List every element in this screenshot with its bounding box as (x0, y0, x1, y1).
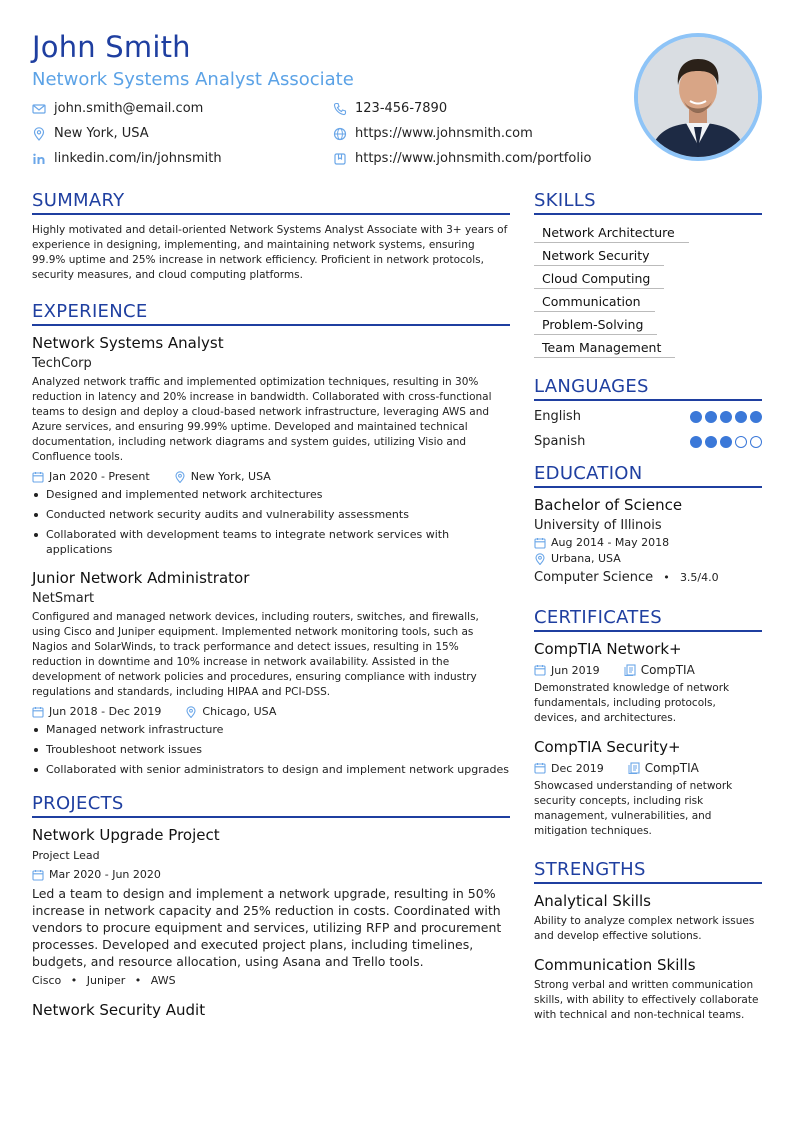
job-title: Network Systems Analyst (32, 334, 224, 352)
contact-portfolio[interactable] (333, 151, 592, 166)
project-description: Led a team to design and implement a network upgrade, resulting in 50% increase in network capacity and 25% reduction in costs. Coordinated with vendors to procure equipment and services, utilizing RFP and procurement processes. Developed and executed project plans, including timelines, budgets, and resource allocation, using Asana and Trello tools. (32, 886, 502, 969)
location-text: New York, USA (54, 126, 149, 141)
level-dot-empty (735, 436, 747, 448)
project-dates: Mar 2020 - Jun 2020 (49, 868, 161, 881)
project-item (32, 1001, 510, 1019)
certificate-name: CompTIA Security+ (534, 738, 681, 756)
list-item: Collaborated with senior administrators to design and implement network upgrades (32, 762, 510, 777)
job-meta (32, 470, 510, 483)
section-title: EXPERIENCE (32, 301, 510, 326)
calendar-icon (534, 537, 546, 549)
phone-icon (333, 102, 347, 116)
project-tags: Cisco • Juniper • AWS (32, 974, 176, 987)
field-of-study: Computer Science (534, 570, 654, 585)
strength-description: Strong verbal and written communication skills, with ability to effectively collaborate with technical and non-technical teams. (534, 979, 759, 1021)
certificate-icon (628, 762, 640, 774)
experience-item (32, 569, 510, 777)
education-dates-row (534, 536, 762, 549)
skill-tag: Network Security (534, 246, 664, 266)
job-description: Analyzed network traffic and implemented optimization techniques, resulting in 30% reduction in latency and 20% increase in bandwidth. Collaborated with cross-functional teams to design and deploy a cloud-based network infrastructure, leveraging AWS and Azure services, and ensuring 99.99% uptime. Developed and maintained technical documentation, including network diagrams and system guides, utilizing Visio and Confluence tools. (32, 376, 492, 463)
tag: Cisco (32, 974, 62, 987)
bookmark-icon (333, 152, 347, 166)
level-dot-filled (690, 436, 702, 448)
linkedin-icon (32, 152, 46, 166)
job-title: Junior Network Administrator (32, 569, 250, 587)
project-title: Network Upgrade Project (32, 826, 220, 844)
contact-location (32, 126, 149, 141)
certificates-section (534, 607, 762, 839)
job-bullets (32, 722, 510, 777)
profile-photo (634, 33, 762, 161)
strength-description: Ability to analyze complex network issues and develop effective solutions. (534, 915, 755, 942)
language-name: English (534, 409, 581, 424)
contact-phone[interactable] (333, 101, 447, 116)
contact-email[interactable] (32, 101, 203, 116)
job-meta (32, 705, 510, 718)
contact-website[interactable] (333, 126, 533, 141)
certificate-date: Jun 2019 (551, 663, 600, 677)
section-title: SKILLS (534, 190, 762, 215)
certificate-description: Showcased understanding of network security concepts, including risk management, vulnerabilities, and mitigation techniques. (534, 780, 733, 837)
job-location: New York, USA (190, 470, 271, 483)
location-icon (32, 127, 46, 141)
tag: Juniper (86, 974, 126, 987)
job-location: Chicago, USA (202, 705, 277, 718)
education-location-row (534, 552, 762, 565)
language-row (534, 409, 762, 424)
list-item: Collaborated with development teams to integrate network services with applications (32, 527, 510, 557)
summary-text: Highly motivated and detail-oriented Network Systems Analyst Associate with 3+ years of experience in designing, implementing, and maintaining network systems, ensuring 99.9% uptime and 25% increase in network efficiency. Proficient in network protocols, security measures, and cloud computing platforms. (32, 224, 508, 281)
list-item: Managed network infrastructure (32, 722, 510, 737)
education-location: Urbana, USA (551, 552, 621, 565)
strength-name: Analytical Skills (534, 892, 651, 910)
summary-section (32, 190, 510, 283)
contact-linkedin[interactable] (32, 151, 222, 166)
project-meta (32, 868, 510, 881)
mail-icon (32, 102, 46, 116)
experience-item (32, 334, 510, 557)
school: University of Illinois (534, 518, 662, 533)
section-title: EDUCATION (534, 463, 762, 488)
job-bullets (32, 487, 510, 557)
list-item: Conducted network security audits and vulnerability assessments (32, 507, 510, 522)
globe-icon (333, 127, 347, 141)
project-item (32, 826, 510, 987)
email-text: john.smith@email.com (54, 101, 204, 116)
section-title: PROJECTS (32, 793, 510, 818)
certificate-issuer: CompTIA (644, 761, 699, 775)
avatar (638, 37, 758, 157)
level-dot-filled (705, 411, 717, 423)
website-text: https://www.johnsmith.com (355, 126, 533, 141)
level-dot-filled (720, 436, 732, 448)
language-level (690, 411, 762, 423)
candidate-role: Network Systems Analyst Associate (32, 69, 354, 90)
language-row (534, 434, 762, 449)
job-dates: Jan 2020 - Present (49, 470, 150, 483)
certificate-issuer: CompTIA (640, 663, 695, 677)
level-dot-filled (690, 411, 702, 423)
language-name: Spanish (534, 434, 586, 449)
section-title: SUMMARY (32, 190, 510, 215)
project-title: Network Security Audit (32, 1001, 206, 1019)
strength-item (534, 956, 762, 1023)
job-company: TechCorp (32, 356, 92, 371)
strength-item (534, 892, 762, 944)
experience-section (32, 301, 510, 777)
calendar-icon (32, 706, 44, 718)
section-title: STRENGTHS (534, 859, 762, 884)
projects-section (32, 793, 510, 1019)
level-dot-empty (750, 436, 762, 448)
side-column (534, 190, 762, 1023)
section-title: LANGUAGES (534, 376, 762, 401)
skill-tag: Team Management (534, 338, 675, 358)
certificate-meta (534, 663, 762, 677)
portfolio-text: https://www.johnsmith.com/portfolio (355, 151, 592, 166)
strengths-section (534, 859, 762, 1023)
phone-text: 123-456-7890 (355, 101, 448, 116)
education-field-row: Computer Science • 3.5/4.0 (534, 570, 719, 585)
certificate-date: Dec 2019 (551, 761, 604, 775)
gpa: 3.5/4.0 (679, 571, 719, 584)
calendar-icon (32, 869, 44, 881)
project-role: Project Lead (32, 849, 100, 862)
job-description: Configured and managed network devices, including routers, switches, and firewalls, using Cisco and Juniper equipment. Implemented network monitoring tools, such as Nagios and SolarWinds, to track performance and detect issues, resulting in 15% reduction in downtime and 10% increase in network availability. Assisted in the development of network policies and procedures, ensuring compliance with industry regulations and standards, including HIPAA and PCI-DSS. (32, 611, 479, 698)
education-dates: Aug 2014 - May 2018 (551, 536, 670, 549)
skill-tag: Cloud Computing (534, 269, 664, 289)
tag: AWS (150, 974, 176, 987)
skills-section (534, 190, 762, 358)
skill-tag: Problem-Solving (534, 315, 657, 335)
calendar-icon (534, 664, 546, 676)
education-section (534, 463, 762, 585)
calendar-icon (534, 762, 546, 774)
certificate-icon (624, 664, 636, 676)
skill-tag: Communication (534, 292, 655, 312)
candidate-name: John Smith (32, 30, 191, 64)
certificate-name: CompTIA Network+ (534, 640, 682, 658)
strength-name: Communication Skills (534, 956, 696, 974)
level-dot-filled (750, 411, 762, 423)
list-item: Designed and implemented network architectures (32, 487, 510, 502)
certificate-description: Demonstrated knowledge of network fundamentals, including protocols, devices, and architectures. (534, 682, 730, 724)
list-item: Troubleshoot network issues (32, 742, 510, 757)
location-icon (185, 706, 197, 718)
skill-tag: Network Architecture (534, 223, 689, 243)
job-dates: Jun 2018 - Dec 2019 (49, 705, 162, 718)
calendar-icon (32, 471, 44, 483)
degree: Bachelor of Science (534, 496, 683, 514)
certificate-item (534, 640, 762, 726)
certificate-item (534, 738, 762, 839)
location-icon (534, 553, 546, 565)
section-title: CERTIFICATES (534, 607, 762, 632)
level-dot-filled (705, 436, 717, 448)
certificate-meta (534, 761, 762, 775)
location-icon (174, 471, 186, 483)
language-level (690, 436, 762, 448)
linkedin-text: linkedin.com/in/johnsmith (54, 151, 222, 166)
level-dot-filled (720, 411, 732, 423)
level-dot-filled (735, 411, 747, 423)
main-column (32, 190, 510, 1023)
languages-section (534, 376, 762, 449)
job-company: NetSmart (32, 591, 95, 606)
